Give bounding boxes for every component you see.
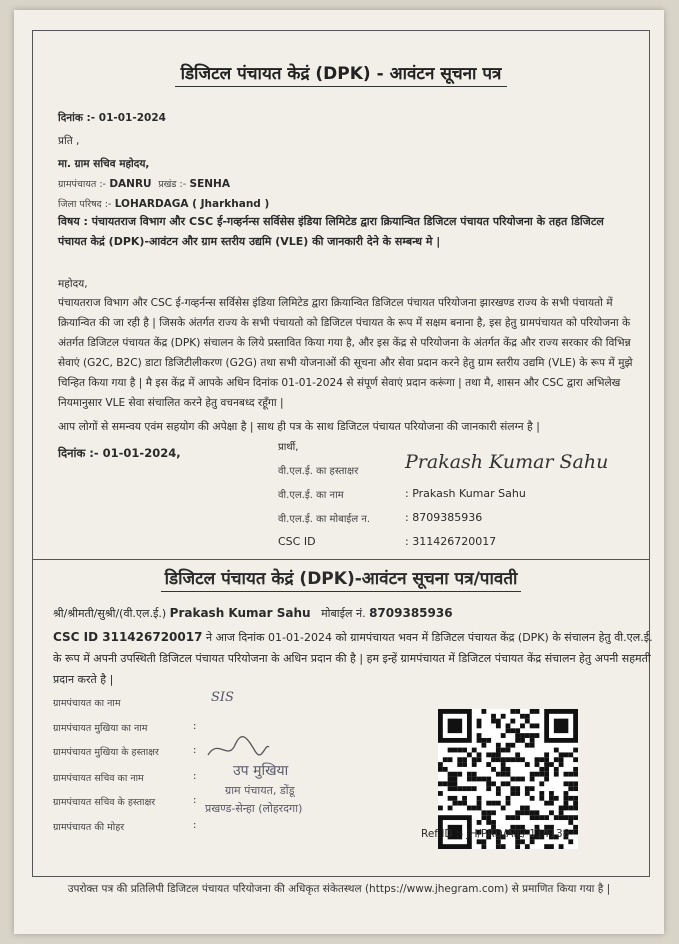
vle-sign-label: वी.एल.ई. का हस्ताक्षर xyxy=(278,466,359,477)
field-seal: ग्रामपंचायत की मोहर xyxy=(53,822,125,833)
field-sachiv-name: ग्रामपंचायत सचिव का नाम xyxy=(53,773,144,784)
block-value: SENHA xyxy=(189,178,230,190)
title2-text: डिजिटल पंचायत केद्रं (DPK)-आवंटन सूचना पत्र/पावती xyxy=(161,569,522,592)
stamp-line-1: उप मुखिया xyxy=(233,763,289,779)
subject-text: विषय : पंचायतराज विभाग और CSC ई-गव्हर्नन्स सर्विसेस इंडिया लिमिटेड द्वारा क्रियान्वित डिजिटल पंचायत परियोजना के तहत डिजिटल पंचायत केद्रं (DPK)-आवंटन और ग्राम स्तरीय उद्यमि (VLE) की जानकारी देने के सम्बन्ध मे | xyxy=(58,215,604,248)
prati-text: प्रति , xyxy=(58,135,80,147)
csc-id-value: : 311426720017 xyxy=(405,535,497,548)
allotment-letter-title xyxy=(33,61,649,84)
ack-text: ने आज दिनांक 01-01-2024 को ग्रामपंचायत भवन में डिजिटल पंचायत केंद्र (DPK) के संचालन हेतु वी.एल.ई. के रूप में अपनी उपस्थिती डिजिटल पंचायत परियोजना के अधिन प्रदान की है | हम इन्हें ग्रामपंचायत में डिजिटल पंचायत केंद्र संचालन हेतु अपनी सहमती प्रदान करते है | xyxy=(53,631,653,686)
vle-signature: Prakash Kumar Sahu xyxy=(405,451,609,473)
ack-paragraph xyxy=(53,627,653,690)
district-value: LOHARDAGA ( Jharkhand ) xyxy=(114,198,270,210)
salutation: महोदय, xyxy=(58,278,88,290)
district-label: जिला परिषद :- xyxy=(58,199,112,210)
colon-1: : xyxy=(193,721,197,732)
sign-date: दिनांक :- 01-01-2024, xyxy=(58,446,181,460)
field-mukhiya-sign: ग्रामपंचायत मुखिया के हस्ताक्षर xyxy=(53,747,159,758)
request-paragraph: आप लोगों से समन्वय एवंम सहयोग की अपेक्षा है | साथ ही पत्र के साथ डिजिटल पंचायत परियोजना की जानकारी संलग्न है | xyxy=(58,420,540,433)
colon-2: : xyxy=(193,745,197,756)
vle-mobile-label: वी.एल.ई. का मोबाईल न. xyxy=(278,514,371,525)
person-name: Prakash Kumar Sahu xyxy=(169,606,311,620)
handwritten-gram-name: SIS xyxy=(211,690,234,705)
vle-name-value: : Prakash Kumar Sahu xyxy=(405,487,526,500)
footer-note: उपरोक्त पत्र की प्रतिलिपी डिजिटल पंचायत परियोजना की अधिकृत संकेतस्थल (https://www.jhegram.com) से प्रमाणित किया गया है | xyxy=(67,883,611,895)
vle-mobile-value: : 8709385936 xyxy=(405,511,483,524)
csc-id-label: CSC ID xyxy=(278,535,316,548)
stamp-line-3: प्रखण्ड-सेन्हा (लोहरदगा) xyxy=(205,802,303,815)
document-sheet xyxy=(14,10,664,934)
stamp-line-2: ग्राम पंचायत, डोंडू xyxy=(225,784,295,797)
acknowledgement-title xyxy=(33,566,649,589)
field-sachiv-sign: ग्रामपंचायत सचिव के हस्ताक्षर xyxy=(53,797,156,808)
body-paragraph: पंचायतराज विभाग और CSC ई-गव्हर्नन्स सर्विसेस इंडिया लिमिटेड द्वारा क्रियान्वित डिजिटल पंचायत परियोजना झारखण्ड राज्य के सभी पंचायतो में क्रियान्वित की जा रही है | जिसके अंतर्गत राज्य के सभी पंचायतो को डिजिटल पंचायत के रूप में सक्षम बनाना है, इस हेतु ग्रामपंचायत को परियोजना के अंतर्गत डिजिटल पंचायत केंद्र (DPK) संचालन के लिये प्रस्तावित किया गया है, और इस केंद्र से परियोजना के अंतर्गत केंद्र और राज्य सरकार की विभिन्न सेवाएं (G2C, B2C) डाटा डिजिटीलीकरण (G2G) तथा सभी योजनाओं की सूचना और सेवा प्रदान करने हेतु ग्राम स्तरीय उद्यमि (VLE) के रूप में मुझे चिन्हित किया गया है | मै इस केंद्र में आपके अधिन दिनांक 01-01-2024 से संपूर्ण सेवाएं प्रदान करूंगा | तथा मै, शासन और CSC द्वारा अभिलेख नियमानुसार VLE सेवा संचालित करने हेतु वचनबध्द रहूँगा | xyxy=(58,297,633,409)
field-gram-name: ग्रामपंचायत का नाम xyxy=(53,698,121,709)
gram-value: DANRU xyxy=(109,178,152,190)
person-label: श्री/श्रीमती/सुश्री/(वी.एल.ई.) xyxy=(53,607,167,620)
gram-label: ग्रामपंचायत :- xyxy=(58,179,106,190)
section-divider xyxy=(33,559,649,560)
ack-csc-id: CSC ID 311426720017 xyxy=(53,630,203,644)
ref-id: Ref ID :- JH/PRD/AIL/ 114136 xyxy=(421,828,570,840)
colon-4: : xyxy=(193,795,197,806)
mukhiya-signature-mark xyxy=(203,733,273,763)
document-frame xyxy=(32,30,653,877)
person-line xyxy=(53,606,453,621)
prarthi-label: प्रार्थी, xyxy=(278,442,299,453)
block-label: प्रखंड :- xyxy=(158,179,187,190)
vle-name-label: वी.एल.ई. का नाम xyxy=(278,490,344,501)
letter-date: दिनांक :- 01-01-2024 xyxy=(58,112,166,124)
colon-3: : xyxy=(193,771,197,782)
gram-panchayat-line xyxy=(58,177,230,192)
field-mukhiya-name: ग्रामपंचायत मुखिया का नाम xyxy=(53,723,148,734)
title-text: डिजिटल पंचायत केद्रं (DPK) - आवंटन सूचना पत्र xyxy=(175,64,508,87)
colon-5: : xyxy=(193,820,197,831)
addressee: मा. ग्राम सचिव महोदय, xyxy=(58,158,150,170)
mobile-value: 8709385936 xyxy=(369,606,453,620)
mobile-label: मोबाईल नं. xyxy=(321,607,366,620)
district-line xyxy=(58,197,269,212)
